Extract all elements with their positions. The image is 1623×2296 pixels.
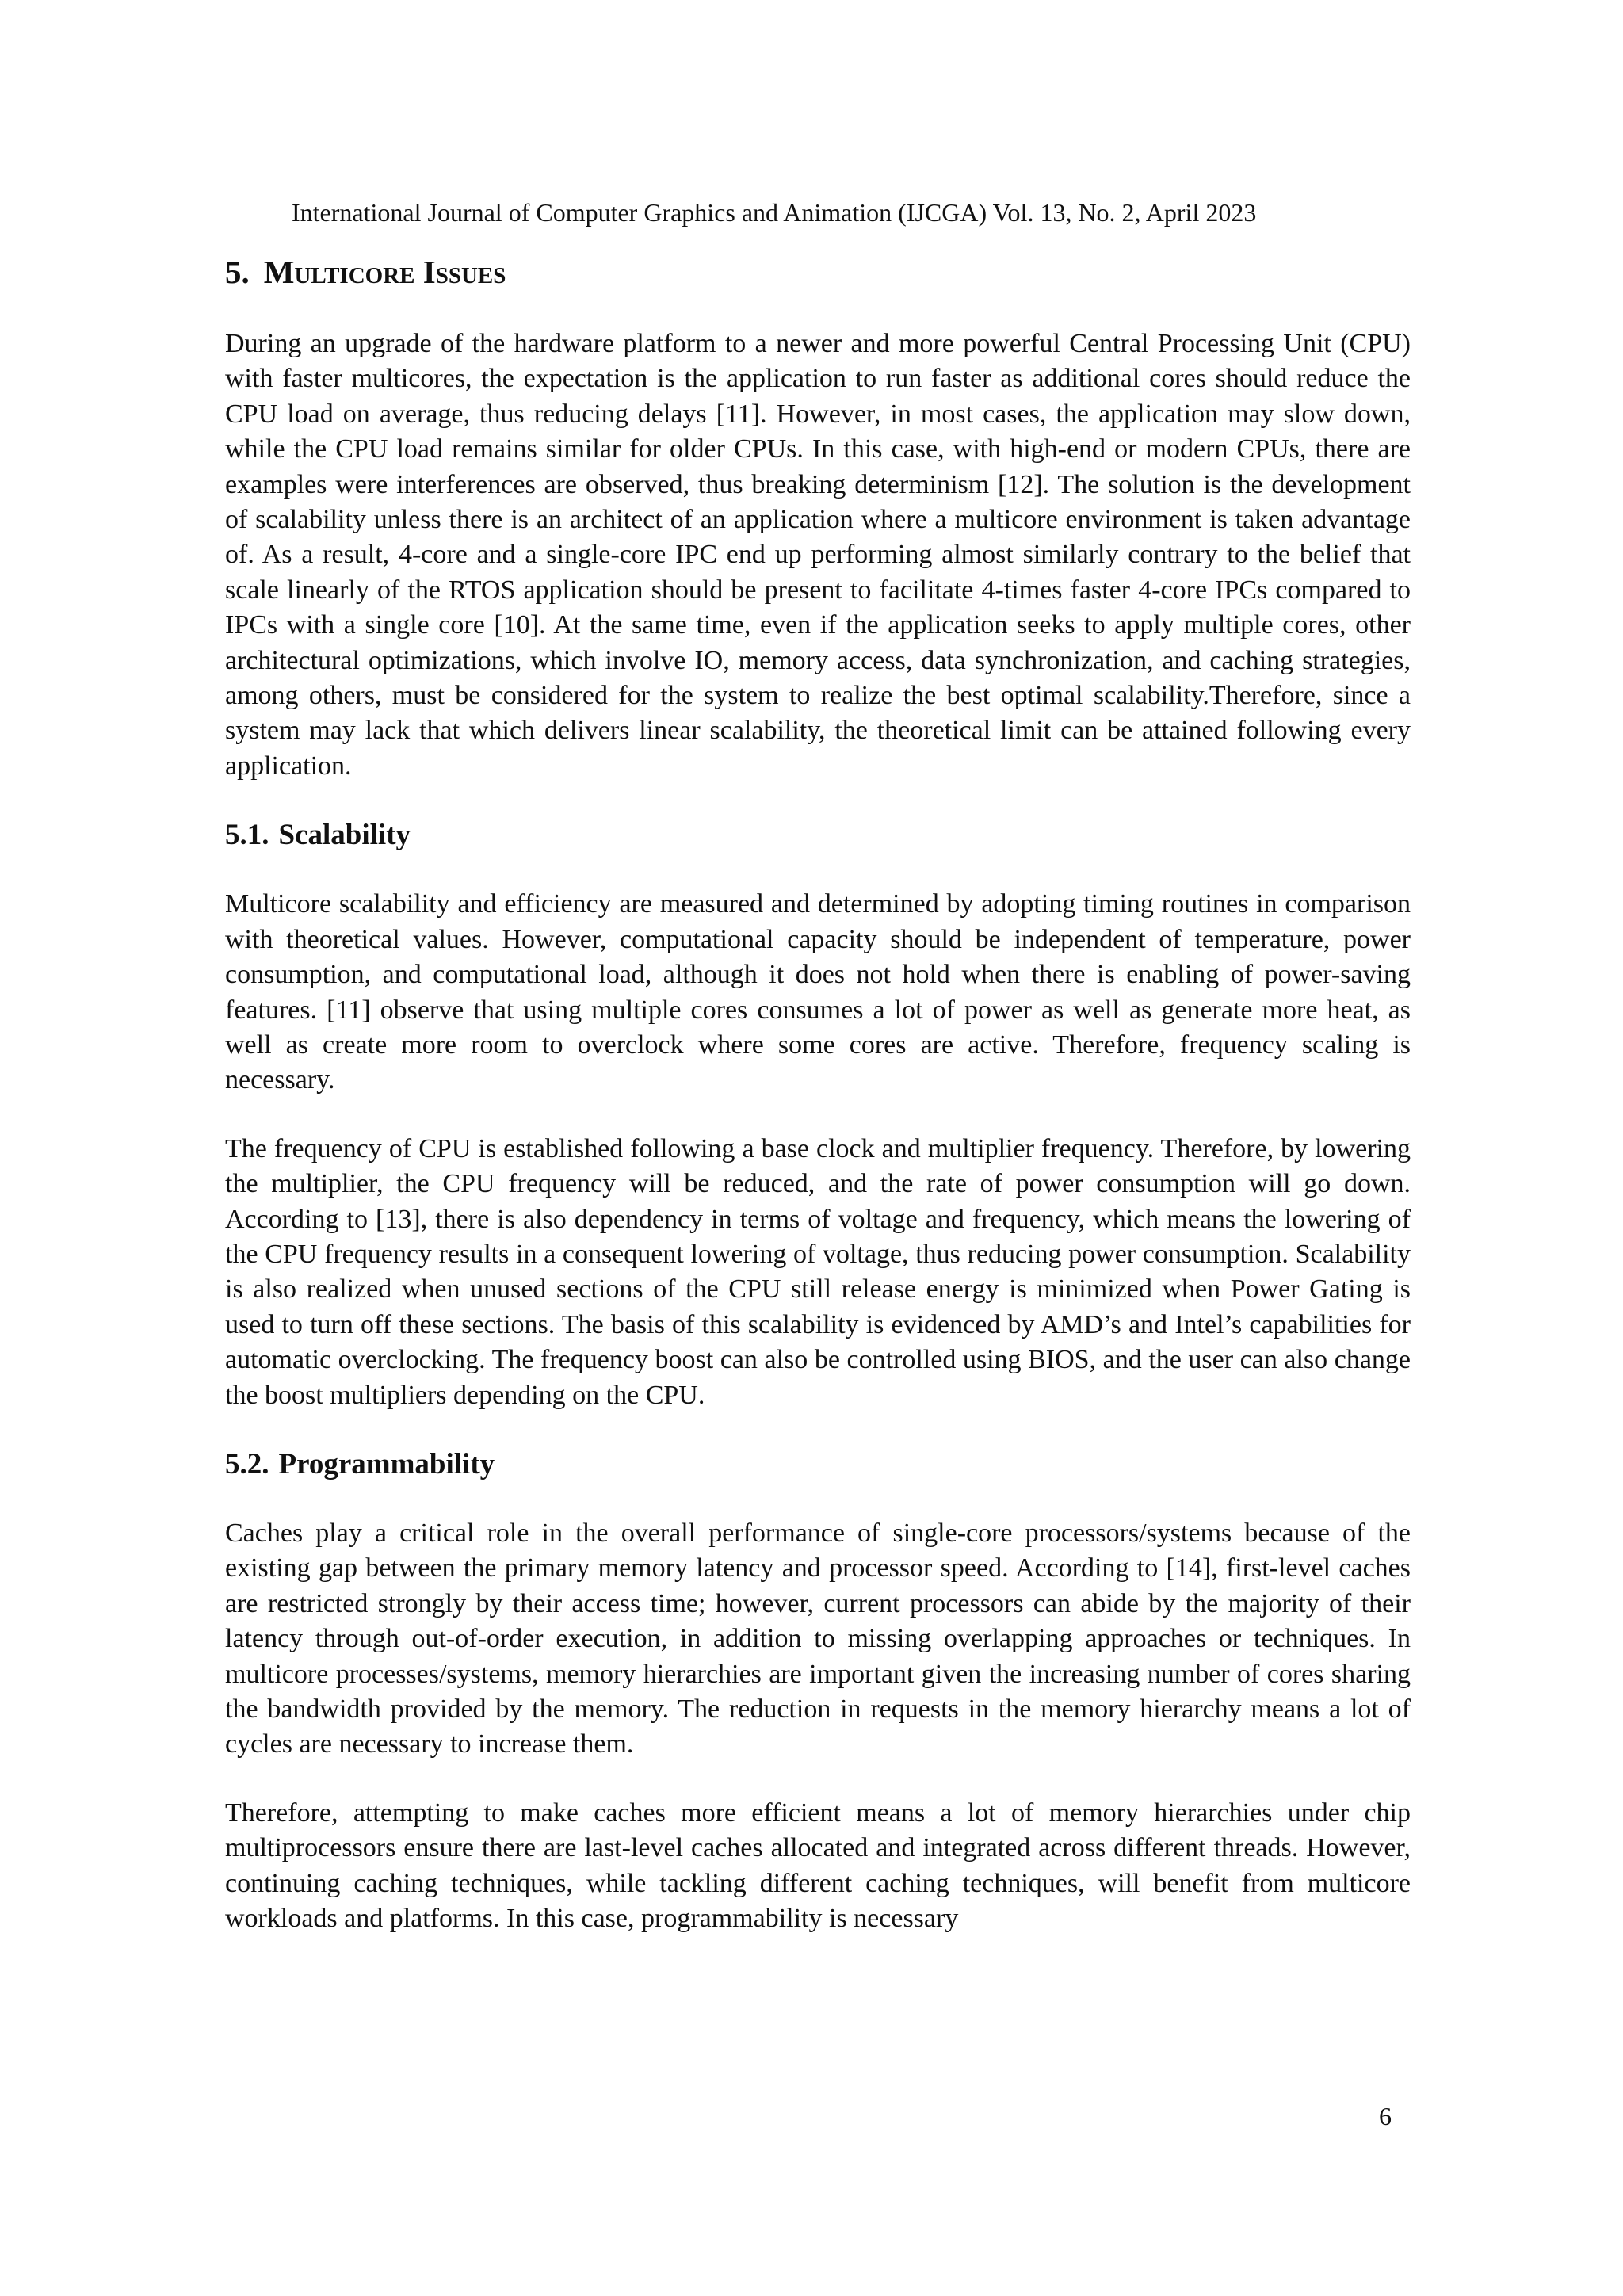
page-number: 6	[1379, 2102, 1392, 2130]
paragraph-scalability-1: Multicore scalability and efficiency are measured and determined by adopting timing routines in comparison with theoretical values. However, computational capacity should be independent of temperature, power consumption, and computational load, although it does not hold when there is enabling of power-saving features. [11] observe that using multiple cores consumes a lot of power as well as generate more heat, as well as create more room to overclock where some cores are active. Therefore, frequency scaling is necessary.	[225, 889, 1411, 1095]
paragraph-programmability-1: Caches play a critical role in the overall performance of single-core processors/systems because of the existing gap between the primary memory latency and processor speed. According to [14], first-level caches are restricted strongly by their access time; however, current processors can abide by the majority of their latency through out-of-order execution, in addition to missing overlapping approaches or techniques. In multicore processes/systems, memory hierarchies are important given the increasing number of cores sharing the bandwidth provided by the memory. The reduction in requests in the memory hierarchy means a lot of cycles are necessary to increase them.	[225, 1518, 1411, 1759]
section-heading	[225, 252, 1411, 292]
subsection-number: 5.2.	[225, 1447, 269, 1480]
subsection-number: 5.1.	[225, 819, 269, 852]
subsection-title: Programmability	[278, 1447, 495, 1480]
paragraph-scalability-2: The frequency of CPU is established following a base clock and multiplier frequency. Therefore, by lowering the multiplier, the CPU frequency will be reduced, and the rate of power consumption will go down. According to [13], there is also dependency in terms of voltage and frequency, which means the lowering of the CPU frequency results in a consequent lowering of voltage, thus reducing power consumption. Scalability is also realized when unused sections of the CPU still release energy is minimized when Power Gating is used to turn off these sections. The basis of this scalability is evidenced by AMD’s and Intel’s capabilities for automatic overclocking. The frequency boost can also be controlled using BIOS, and the user can also change the boost multipliers depending on the CPU.	[225, 1133, 1411, 1410]
subsection-heading-programmability	[225, 1446, 1411, 1483]
running-header: International Journal of Computer Graphics and Animation (IJCGA) Vol. 13, No. 2, April 2023	[292, 198, 1257, 227]
paragraph-multicore-issues: During an upgrade of the hardware platform to a newer and more powerful Central Processing Unit (CPU) with faster multicores, the expectation is the application to run faster as additional cores should reduce the CPU load on average, thus reducing delays [11]. However, in most cases, the application may slow down, while the CPU load remains similar for older CPUs. In this case, with high-end or modern CPUs, there are examples were interferences are observed, thus breaking determinism [12]. The solution is the development of scalability unless there is an architect of an application where a multicore environment is taken advantage of. As a result, 4-core and a single-core IPC end up performing almost similarly contrary to the belief that scale linearly of the RTOS application should be present to facilitate 4-times faster 4-core IPCs compared to IPCs with a single core [10]. At the same time, even if the application seeks to apply multiple cores, other architectural optimizations, which involve IO, memory access, data synchronization, and caching strategies, among others, must be considered for the system to realize the best optimal scalability.Therefore, since a system may lack that which delivers linear scalability, the theoretical limit can be attained following every application.	[225, 329, 1411, 781]
section-title: Multicore Issues	[263, 254, 506, 290]
page-body	[225, 252, 1411, 1969]
paragraph-programmability-2: Therefore, attempting to make caches more efficient means a lot of memory hierarchies under chip multiprocessors ensure there are last-level caches allocated and integrated across different threads. However, continuing caching techniques, while tackling different caching techniques, will benefit from multicore workloads and platforms. In this case, programmability is necessary	[225, 1797, 1411, 1934]
subsection-title: Scalability	[278, 819, 411, 852]
subsection-heading-scalability	[225, 817, 1411, 854]
section-number: 5.	[225, 254, 250, 290]
